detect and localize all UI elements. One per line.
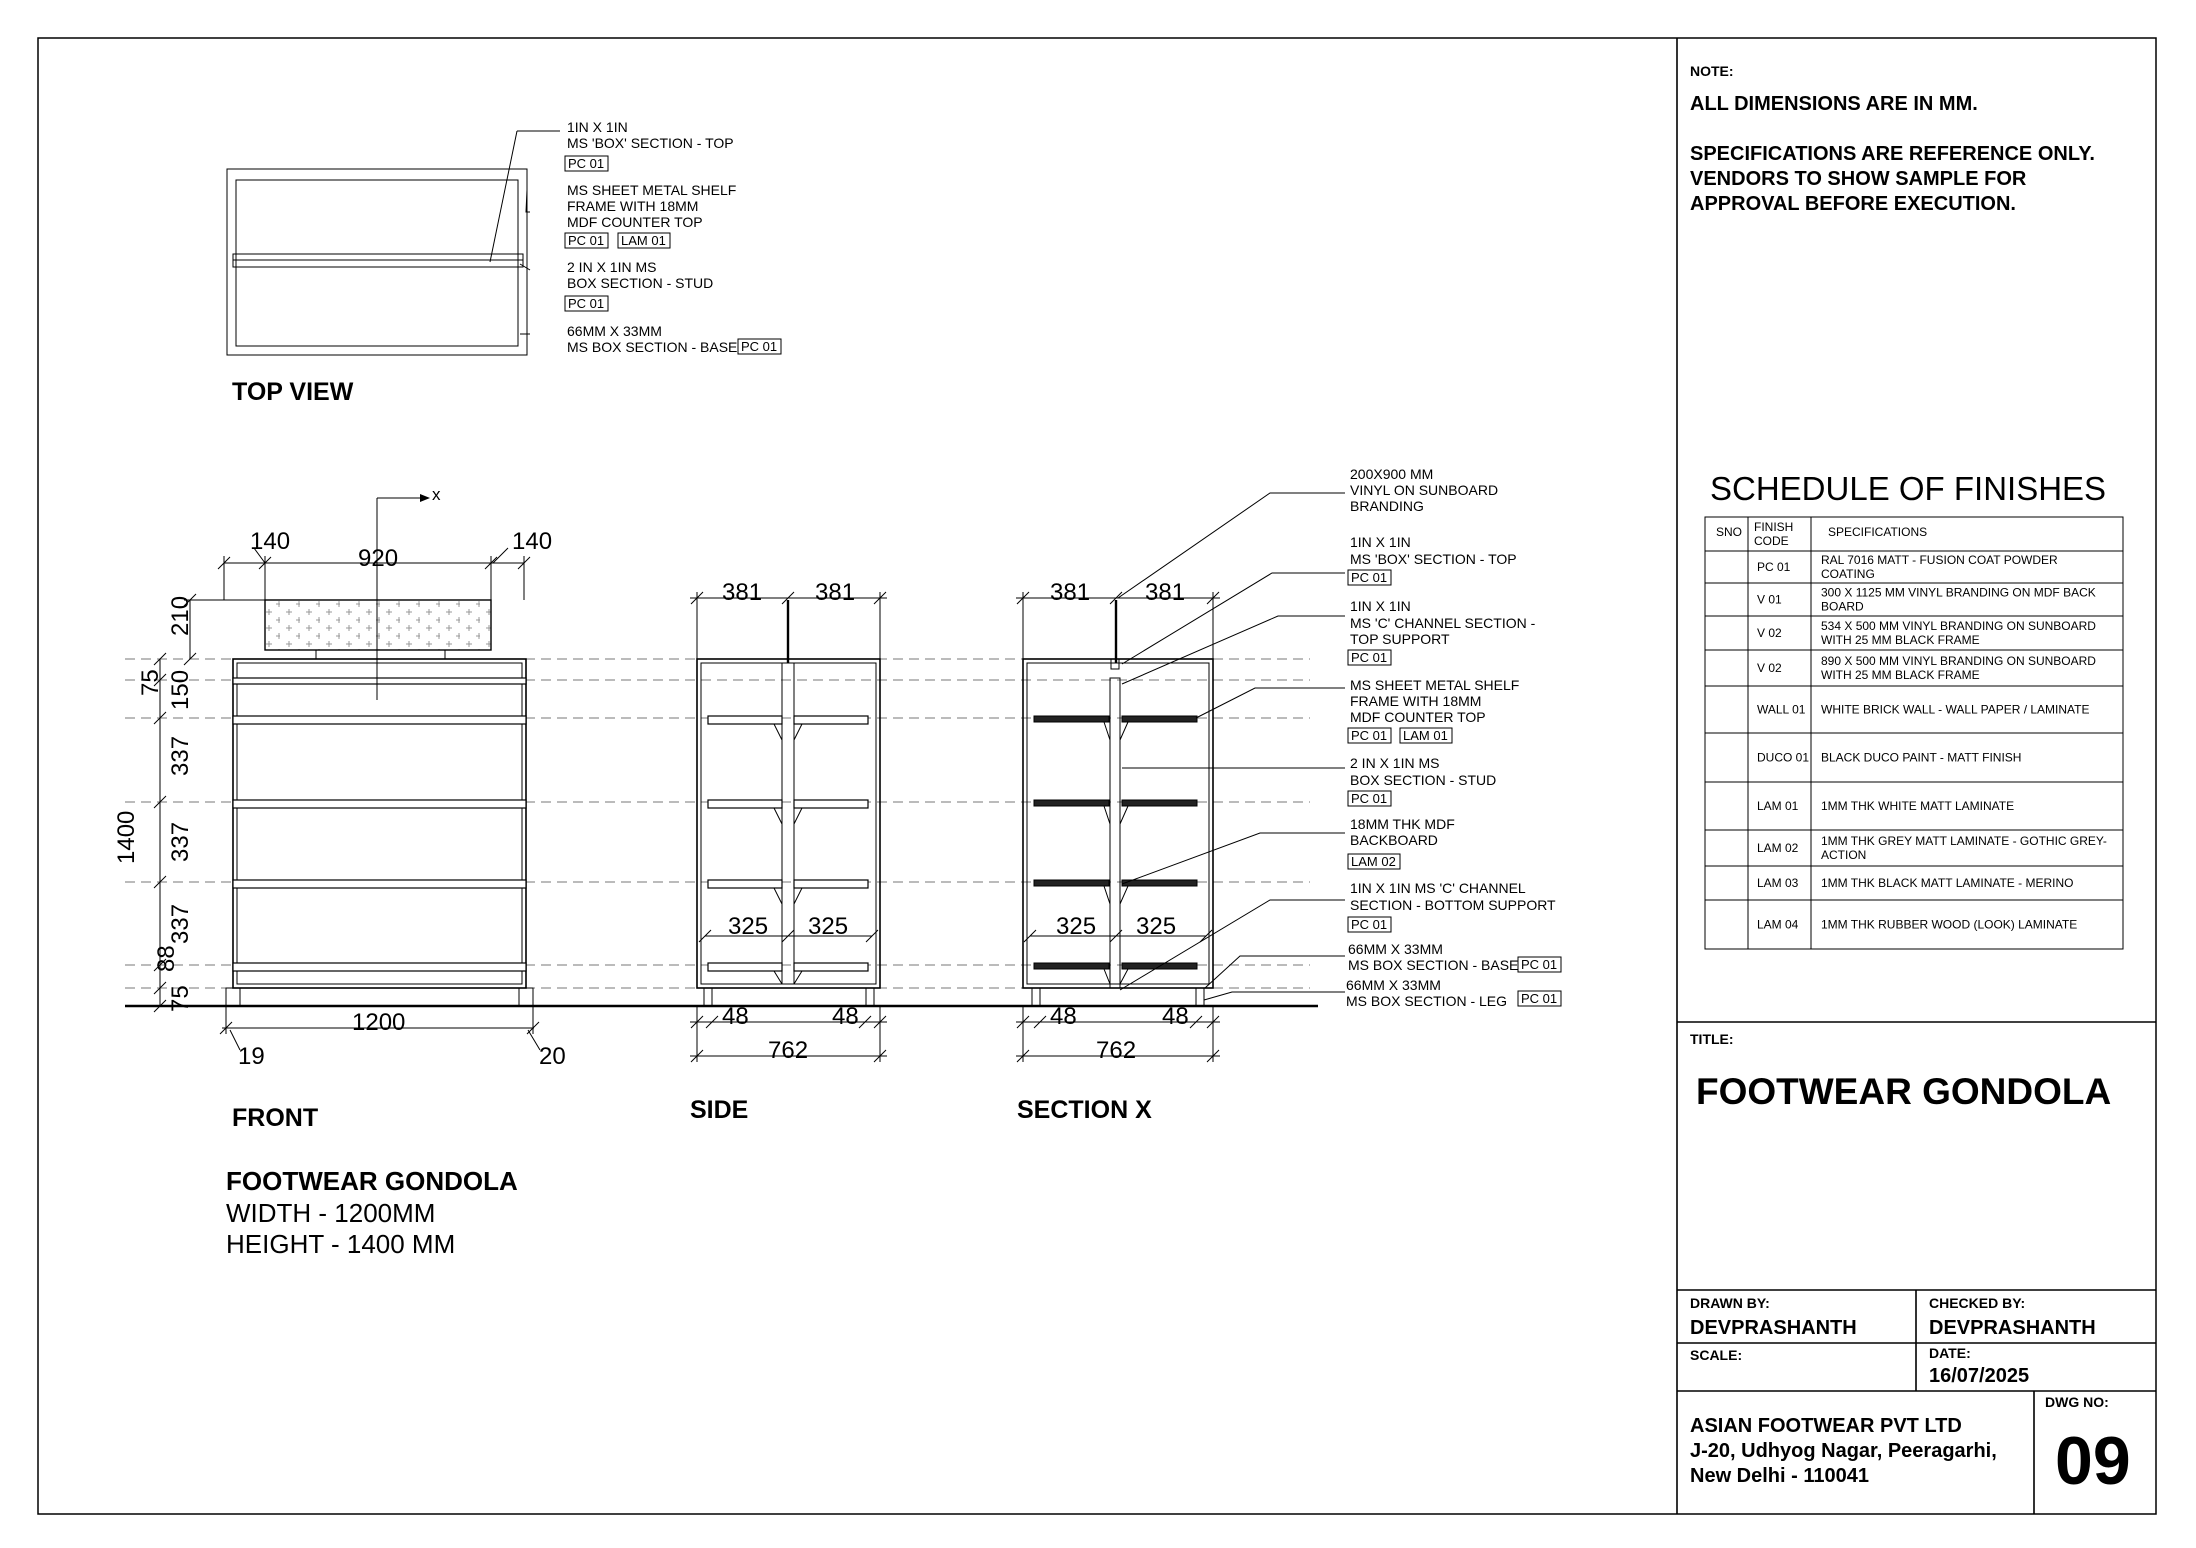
checked-by-label: CHECKED BY:	[1929, 1295, 2026, 1311]
drawn-by-value: DEVPRASHANTH	[1690, 1317, 1857, 1339]
sec-note-d-tag-lam: LAM 01	[1403, 728, 1448, 743]
sec-note-a3: BRANDING	[1350, 498, 1424, 514]
top-note-2b: FRAME WITH 18MM	[567, 198, 699, 214]
dim-front-337-2: 337	[167, 821, 194, 862]
schedule-row-code: V 01	[1757, 592, 1782, 607]
sec-note-e-tag: PC 01	[1351, 791, 1388, 806]
sec-note-e1: 2 IN X 1IN MS	[1350, 755, 1440, 771]
sec-note-i1: 66MM X 33MM	[1346, 977, 1441, 993]
company-address-2: New Delhi - 110041	[1690, 1465, 1869, 1487]
top-note-3a: 2 IN X 1IN MS	[567, 259, 657, 275]
schedule-row-code: LAM 04	[1757, 917, 1799, 932]
sec-note-d2: FRAME WITH 18MM	[1350, 693, 1482, 709]
notes-line-2: SPECIFICATIONS ARE REFERENCE ONLY.	[1690, 143, 2095, 165]
top-note-4a: 66MM X 33MM	[567, 323, 662, 339]
dim-sec-48-right: 48	[1162, 1003, 1189, 1030]
schedule-row-code: DUCO 01	[1757, 750, 1810, 765]
dim-front-150: 150	[167, 669, 194, 710]
top-note-2-tag-pc: PC 01	[568, 233, 605, 248]
sec-note-g1: 1IN X 1IN MS 'C' CHANNEL	[1350, 880, 1526, 896]
scale-label: SCALE:	[1690, 1347, 1743, 1363]
dim-front-75-top: 75	[137, 669, 164, 696]
dim-sec-325-left: 325	[1056, 913, 1097, 940]
date-value: 16/07/2025	[1929, 1365, 2030, 1387]
dim-sec-381-right: 381	[1145, 579, 1186, 606]
company-address-1: J-20, Udhyog Nagar, Peeragarhi,	[1690, 1440, 1997, 1462]
sec-note-h2: MS BOX SECTION - BASE	[1348, 957, 1519, 973]
sec-note-c3: TOP SUPPORT	[1350, 631, 1450, 647]
schedule-row-code: LAM 01	[1757, 799, 1799, 813]
notes-heading: NOTE:	[1690, 63, 1734, 79]
top-note-2-tag-lam: LAM 01	[621, 233, 666, 248]
title-block-frame	[1677, 38, 2156, 1514]
dim-side-381-right: 381	[815, 579, 856, 606]
schedule-row-spec: 890 X 500 MM VINYL BRANDING ON SUNBOARD	[1821, 654, 2096, 668]
product-width: WIDTH - 1200MM	[226, 1198, 436, 1228]
sec-note-g-tag: PC 01	[1351, 917, 1388, 932]
dwg-no-label: DWG NO:	[2045, 1394, 2109, 1410]
schedule-row-spec: 1MM THK BLACK MATT LAMINATE - MERINO	[1821, 876, 2074, 890]
sec-note-g2: SECTION - BOTTOM SUPPORT	[1350, 897, 1556, 913]
top-note-4-tag: PC 01	[741, 339, 778, 354]
sec-note-c1: 1IN X 1IN	[1350, 598, 1411, 614]
sec-note-h-tag: PC 01	[1521, 957, 1558, 972]
drawn-by-label: DRAWN BY:	[1690, 1295, 1770, 1311]
sec-note-b-tag: PC 01	[1351, 570, 1388, 585]
side-elevation	[690, 579, 887, 1124]
schedule-col-code-2: CODE	[1754, 534, 1789, 548]
top-note-1-tag: PC 01	[568, 156, 605, 171]
schedule-col-spec: SPECIFICATIONS	[1828, 525, 1928, 539]
dim-front-337-3: 337	[167, 903, 194, 944]
dim-side-325-left: 325	[728, 913, 769, 940]
product-name: FOOTWEAR GONDOLA	[226, 1166, 518, 1196]
sec-note-i-tag: PC 01	[1521, 991, 1558, 1006]
front-view-label: FRONT	[232, 1104, 319, 1132]
schedule-row-code: PC 01	[1757, 560, 1791, 574]
dim-front-19: 19	[238, 1043, 265, 1070]
sec-note-d1: MS SHEET METAL SHELF	[1350, 677, 1520, 693]
section-x	[1016, 493, 1345, 1124]
dim-front-140-left: 140	[250, 528, 291, 555]
schedule-row-spec-cont: COATING	[1821, 567, 1875, 581]
dwg-no-value: 09	[2055, 1423, 2131, 1499]
company-name: ASIAN FOOTWEAR PVT LTD	[1690, 1415, 1962, 1437]
schedule-title: SCHEDULE OF FINISHES	[1710, 470, 2107, 507]
schedule-row-code: WALL 01	[1757, 702, 1806, 717]
schedule-row-spec-cont: WITH 25 MM BLACK FRAME	[1821, 668, 1980, 682]
checked-by-value: DEVPRASHANTH	[1929, 1317, 2096, 1339]
finish-schedule	[1705, 470, 2123, 949]
top-note-3b: BOX SECTION - STUD	[567, 275, 714, 291]
schedule-row-code: V 02	[1757, 626, 1782, 640]
schedule-row-spec: BLACK DUCO PAINT - MATT FINISH	[1821, 750, 2022, 765]
dim-front-1200: 1200	[352, 1009, 406, 1036]
sec-note-f2: BACKBOARD	[1350, 832, 1438, 848]
sec-note-d3: MDF COUNTER TOP	[1350, 709, 1486, 725]
schedule-row-spec: 300 X 1125 MM VINYL BRANDING ON MDF BACK	[1821, 585, 2096, 600]
dim-side-762: 762	[768, 1037, 809, 1064]
drawing-title: FOOTWEAR GONDOLA	[1696, 1071, 2112, 1112]
schedule-col-sno: SNO	[1716, 525, 1743, 539]
schedule-row-spec: 1MM THK RUBBER WOOD (LOOK) LAMINATE	[1821, 917, 2078, 932]
dim-sec-762: 762	[1096, 1037, 1137, 1064]
top-note-3-tag: PC 01	[568, 296, 605, 311]
top-view	[227, 119, 781, 406]
dim-front-75-bottom: 75	[167, 985, 194, 1012]
schedule-row-code: LAM 03	[1757, 876, 1799, 890]
top-note-1b: MS 'BOX' SECTION - TOP	[567, 135, 734, 151]
dim-side-325-right: 325	[808, 913, 849, 940]
front-elevation	[113, 485, 566, 1132]
schedule-col-code-1: FINISH	[1754, 520, 1794, 534]
notes-block	[1690, 63, 2095, 215]
sec-note-h1: 66MM X 33MM	[1348, 941, 1443, 957]
sec-note-c-tag: PC 01	[1351, 650, 1388, 665]
date-label: DATE:	[1929, 1345, 1971, 1361]
dim-sec-325-right: 325	[1136, 913, 1177, 940]
dim-front-20: 20	[539, 1043, 566, 1070]
sec-note-a2: VINYL ON SUNBOARD	[1350, 482, 1499, 498]
dim-sec-48-left: 48	[1050, 1003, 1077, 1030]
schedule-row-spec-cont: ACTION	[1821, 848, 1867, 862]
notes-line-1: ALL DIMENSIONS ARE IN MM.	[1690, 93, 1978, 115]
schedule-row-spec: 534 X 500 MM VINYL BRANDING ON SUNBOARD	[1821, 619, 2096, 633]
dim-front-337-1: 337	[167, 735, 194, 776]
schedule-row-spec-cont: WITH 25 MM BLACK FRAME	[1821, 633, 1980, 647]
top-note-4b: MS BOX SECTION - BASE	[567, 339, 738, 355]
sec-note-b1: 1IN X 1IN	[1350, 534, 1411, 550]
dim-sec-381-left: 381	[1050, 579, 1091, 606]
sec-note-d-tag-pc: PC 01	[1351, 728, 1388, 743]
top-note-2a: MS SHEET METAL SHELF	[567, 182, 737, 198]
side-view-label: SIDE	[690, 1096, 749, 1124]
sec-note-i2: MS BOX SECTION - LEG	[1346, 993, 1508, 1009]
sheet-border	[38, 38, 2156, 1514]
top-view-label: TOP VIEW	[232, 378, 354, 406]
schedule-row-spec-cont: BOARD	[1821, 599, 1864, 614]
top-note-1a: 1IN X 1IN	[567, 119, 628, 135]
sec-note-a1: 200X900 MM	[1350, 466, 1434, 482]
notes-line-4: APPROVAL BEFORE EXECUTION.	[1690, 193, 2016, 215]
schedule-row-spec: WHITE BRICK WALL - WALL PAPER / LAMINATE	[1821, 702, 2090, 717]
sec-note-f-tag: LAM 02	[1351, 854, 1396, 869]
schedule-row-code: LAM 02	[1757, 841, 1799, 855]
sec-note-c2: MS 'C' CHANNEL SECTION -	[1350, 615, 1536, 631]
dim-side-381-left: 381	[722, 579, 763, 606]
section-annotations	[1346, 466, 1561, 1009]
dim-front-1400: 1400	[113, 810, 140, 864]
notes-line-3: VENDORS TO SHOW SAMPLE FOR	[1690, 168, 2027, 190]
title-label: TITLE:	[1690, 1031, 1734, 1047]
level-lines	[125, 659, 1310, 988]
schedule-row-spec: 1MM THK GREY MATT LAMINATE - GOTHIC GREY-	[1821, 834, 2107, 848]
sec-note-f1: 18MM THK MDF	[1350, 816, 1455, 832]
product-info	[226, 1166, 518, 1259]
dim-front-140-right: 140	[512, 528, 553, 555]
section-view-label: SECTION X	[1017, 1096, 1152, 1124]
sec-note-e2: BOX SECTION - STUD	[1350, 772, 1497, 788]
product-height: HEIGHT - 1400 MM	[226, 1229, 456, 1259]
dim-side-48-left: 48	[722, 1003, 749, 1030]
dim-front-88: 88	[153, 945, 180, 972]
dim-front-920: 920	[358, 545, 399, 572]
dim-side-48-right: 48	[832, 1003, 859, 1030]
dim-front-210: 210	[167, 595, 194, 636]
schedule-row-spec: 1MM THK WHITE MATT LAMINATE	[1821, 799, 2015, 813]
schedule-row-code: V 02	[1757, 661, 1782, 675]
schedule-row-spec: RAL 7016 MATT - FUSION COAT POWDER	[1821, 553, 2058, 567]
section-marker-x: x	[432, 485, 441, 504]
sec-note-b2: MS 'BOX' SECTION - TOP	[1350, 551, 1517, 567]
top-note-2c: MDF COUNTER TOP	[567, 214, 703, 230]
